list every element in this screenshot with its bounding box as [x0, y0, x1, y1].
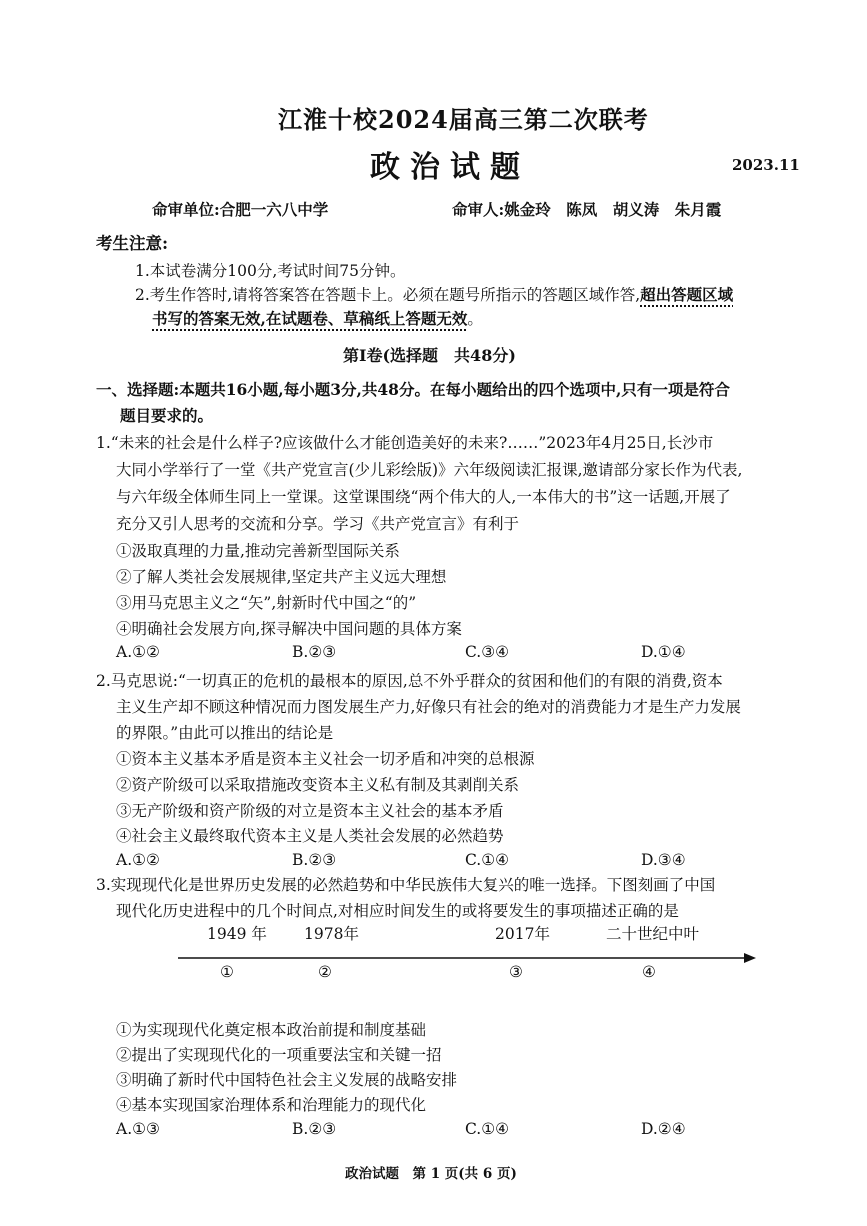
notice-item-2-emphasis-2: 书写的答案无效,在试题卷、草稿纸上答题无效: [152, 309, 468, 328]
q1-option-c[interactable]: C.③④: [465, 643, 510, 661]
q1-stem-line-2: 大同小学举行了一堂《共产党宣言(少儿彩绘版)》六年级阅读汇报课,邀请部分家长作为代表,: [116, 461, 743, 479]
q2-item-3: ③无产阶级和资产阶级的对立是资本主义社会的基本矛盾: [116, 802, 504, 820]
section-instruction-1: 一、选择题:本题共16小题,每小题3分,共48分。在每小题给出的四个选项中,只有一项是符合: [96, 380, 730, 399]
q2-item-2: ②资产阶级可以采取措施改变资本主义私有制及其剥削关系: [116, 776, 520, 794]
timeline-label-mid-century: 二十世纪中叶: [606, 925, 700, 943]
timeline-mark-1: ①: [220, 963, 234, 981]
notice-heading: 考生注意:: [96, 234, 169, 253]
notice-item-2-cont: [152, 307, 483, 331]
reviewers: 命审人:姚金玲 陈凤 胡义涛 朱月霞: [452, 200, 722, 219]
q3-item-2: ②提出了实现现代化的一项重要法宝和关键一招: [116, 1046, 442, 1064]
q1-item-4: ④明确社会发展方向,探寻解决中国问题的具体方案: [116, 620, 462, 638]
q1-option-a[interactable]: A.①②: [116, 643, 160, 661]
q2-option-b[interactable]: B.②③: [292, 851, 337, 869]
q2-option-a[interactable]: A.①②: [116, 851, 160, 869]
q2-stem-line-1: 2.马克思说:“一切真正的危机的最根本的原因,总不外乎群众的贫困和他们的有限的消费,资本: [96, 672, 723, 690]
q1-stem-line-4: 充分又引人思考的交流和分享。学习《共产党宣言》有利于: [116, 515, 520, 533]
timeline-mark-2: ②: [318, 963, 332, 981]
timeline-mark-4: ④: [642, 963, 656, 981]
q3-option-b[interactable]: B.②③: [292, 1120, 337, 1138]
timeline-label-2017: 2017年: [495, 925, 550, 943]
notice-item-2-emphasis-1: 超出答题区域: [640, 285, 734, 304]
section-instruction-2: 题目要求的。: [120, 406, 214, 425]
q3-item-3: ③明确了新时代中国特色社会主义发展的战略安排: [116, 1071, 458, 1089]
q3-stem-line-1: 3.实现现代化是世界历史发展的必然趋势和中华民族伟大复兴的唯一选择。下图刻画了中国: [96, 876, 716, 894]
q2-stem-line-2: 主义生产却不顾这种情况而力图发展生产力,好像只有社会的绝对的消费能力才是生产力发展: [116, 698, 741, 716]
notice-item-2-end: 。: [467, 310, 483, 328]
page-footer: 政治试题 第 1 页(共 6 页): [345, 1166, 517, 1182]
section-title: 第Ⅰ卷(选择题 共48分): [343, 346, 516, 365]
timeline-label-1949: 1949 年: [207, 925, 267, 943]
q3-option-c[interactable]: C.①④: [465, 1120, 510, 1138]
q2-item-1: ①资本主义基本矛盾是资本主义社会一切矛盾和冲突的总根源: [116, 750, 535, 768]
notice-item-2: [135, 283, 733, 307]
q2-stem-line-3: 的界限。”由此可以推出的结论是: [116, 724, 334, 742]
q3-item-4: ④基本实现国家治理体系和治理能力的现代化: [116, 1096, 427, 1114]
timeline-label-1978: 1978年: [304, 925, 359, 943]
q2-item-4: ④社会主义最终取代资本主义是人类社会发展的必然趋势: [116, 827, 504, 845]
timeline-mark-3: ③: [509, 963, 523, 981]
q1-item-3: ③用马克思主义之“矢”,射新时代中国之“的”: [116, 594, 417, 612]
q1-stem-line-1: 1.“未来的社会是什么样子?应该做什么才能创造美好的未来?……”2023年4月25日,长沙市: [96, 434, 714, 452]
exam-date: 2023.11: [732, 156, 800, 174]
q2-option-c[interactable]: C.①④: [465, 851, 510, 869]
q1-item-2: ②了解人类社会发展规律,坚定共产主义远大理想: [116, 568, 447, 586]
q3-stem-line-2: 现代化历史进程中的几个时间点,对相应时间发生的或将要发生的事项描述正确的是: [116, 902, 679, 920]
notice-item-1: 1.本试卷满分100分,考试时间75分钟。: [135, 262, 406, 280]
q3-option-a[interactable]: A.①③: [116, 1120, 160, 1138]
subject-title: 政治试题: [370, 150, 530, 185]
exam-title: 江淮十校2024届高三第二次联考: [278, 105, 649, 134]
organizer: 命审单位:合肥一六八中学: [152, 200, 329, 219]
notice-item-2-text: 2.考生作答时,请将答案答在答题卡上。必须在题号所指示的答题区域作答,: [135, 286, 641, 304]
q2-option-d[interactable]: D.③④: [641, 851, 686, 869]
q3-item-1: ①为实现现代化奠定根本政治前提和制度基础: [116, 1021, 427, 1039]
q1-item-1: ①汲取真理的力量,推动完善新型国际关系: [116, 542, 400, 560]
q1-option-b[interactable]: B.②③: [292, 643, 337, 661]
q1-option-d[interactable]: D.①④: [641, 643, 686, 661]
q3-option-d[interactable]: D.②④: [641, 1120, 686, 1138]
q1-stem-line-3: 与六年级全体师生同上一堂课。这堂课围绕“两个伟大的人,一本伟大的书”这一话题,开展了: [116, 488, 731, 506]
